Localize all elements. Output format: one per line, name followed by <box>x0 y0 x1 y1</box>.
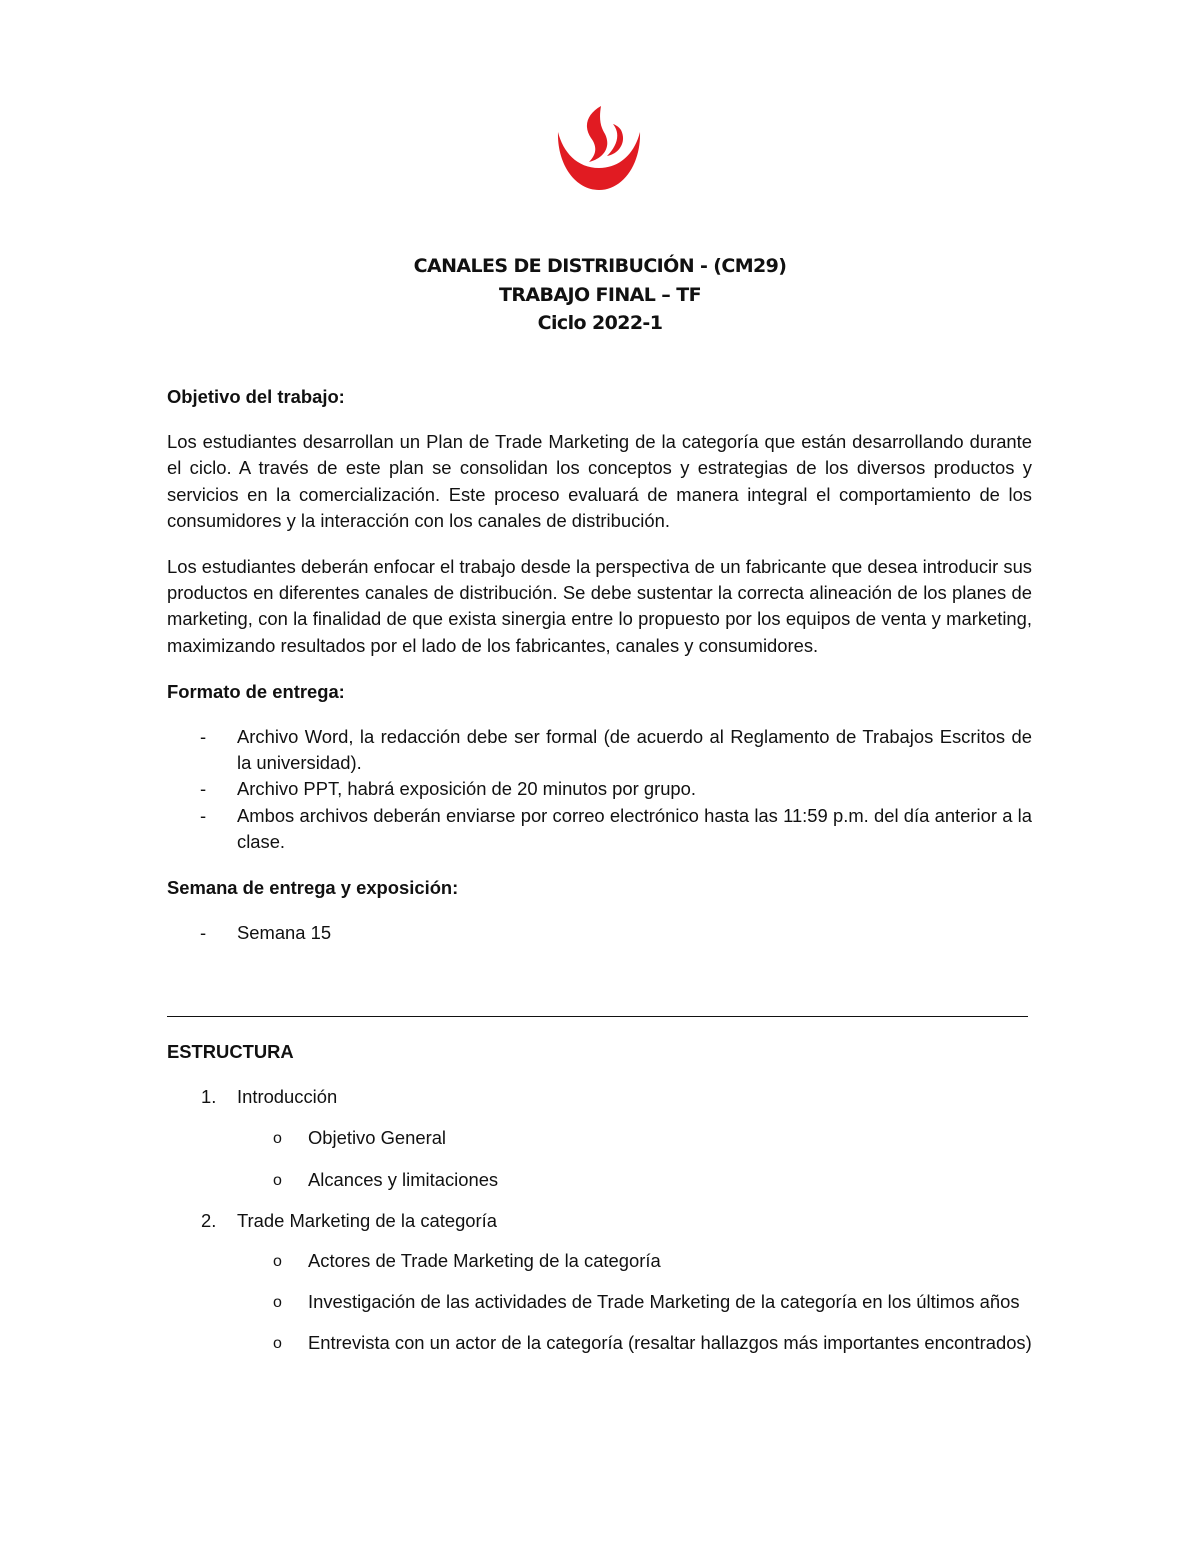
list-item: - Archivo Word, la redacción debe ser formal (de acuerdo al Reglamento de Trabajos Escritos de la universidad). <box>200 726 1032 774</box>
list-item: - Semana 15 <box>167 920 1032 946</box>
dash-marker: - <box>200 778 207 800</box>
structure-subitem: o Investigación de las actividades de Trade Marketing de la categoría en los últimos años <box>167 1289 1032 1315</box>
section-title: Trade Marketing de la categoría <box>237 1209 497 1231</box>
delivery-format-list <box>167 724 1032 855</box>
horizontal-divider <box>167 1016 1028 1017</box>
circle-bullet-marker: o <box>273 1253 282 1271</box>
structure-section <box>167 1039 1032 1357</box>
circle-bullet-marker: o <box>273 1294 282 1312</box>
structure-subitem: o Entrevista con un actor de la categoría (resaltar hallazgos más importantes encontrados) <box>167 1330 1032 1356</box>
work-title: TRABAJO FINAL – TF <box>499 283 701 306</box>
structure-section-item <box>167 1208 1032 1234</box>
dash-marker: - <box>200 922 207 944</box>
number-marker: 1. <box>201 1086 217 1108</box>
structure-section-item <box>167 1084 1032 1110</box>
list-item: - Archivo PPT, habrá exposición de 20 minutos por grupo. <box>167 776 1032 802</box>
upc-flame-logo-icon <box>555 102 643 192</box>
objective-paragraph-2: Los estudiantes deberán enfocar el trabajo desde la perspectiva de un fabricante que desea introducir sus productos en diferentes canales de distribución. Se debe sustentar la correcta alineación de los planes de marketing, con la finalidad de que exista sinergia entre lo propuesto por los equipos de venta y marketing, maximizando resultados por el lado de los fabricantes, canales y consumidores. <box>167 556 1032 656</box>
number-marker: 2. <box>201 1209 217 1231</box>
dash-marker: - <box>200 804 207 826</box>
section-title: Introducción <box>237 1086 338 1108</box>
dash-marker: - <box>200 726 207 748</box>
cycle-title: Ciclo 2022-1 <box>537 312 663 334</box>
main-content <box>167 384 1032 946</box>
delivery-week-list <box>167 920 1032 946</box>
structure-subitem: o Objetivo General <box>167 1125 1032 1151</box>
structure-subitem: o Alcances y limitaciones <box>167 1167 1032 1193</box>
document-title-block <box>0 252 1200 338</box>
delivery-format-heading: Formato de entrega: <box>167 680 345 702</box>
delivery-week-heading: Semana de entrega y exposición: <box>167 877 459 899</box>
objective-paragraph-1: Los estudiantes desarrollan un Plan de Trade Marketing de la categoría que están desarrollando durante el ciclo. A través de este plan se consolidan los conceptos y estrategias de los diversos productos y servicios en la comercialización. Este proceso evaluará de manera integral el comportamiento de los consumidores y la interacción con los canales de distribución. <box>167 431 1032 531</box>
circle-bullet-marker: o <box>273 1335 282 1353</box>
structure-subitem: o Actores de Trade Marketing de la categoría <box>167 1248 1032 1274</box>
circle-bullet-marker: o <box>273 1171 282 1189</box>
structure-heading: ESTRUCTURA <box>167 1041 294 1062</box>
course-title: CANALES DE DISTRIBUCIÓN - (CM29) <box>413 255 787 277</box>
objective-heading: Objetivo del trabajo: <box>167 386 345 407</box>
circle-bullet-marker: o <box>273 1130 282 1148</box>
list-item: - Ambos archivos deberán enviarse por correo electrónico hasta las 11:59 p.m. del día anterior a la clase. <box>200 804 1032 852</box>
